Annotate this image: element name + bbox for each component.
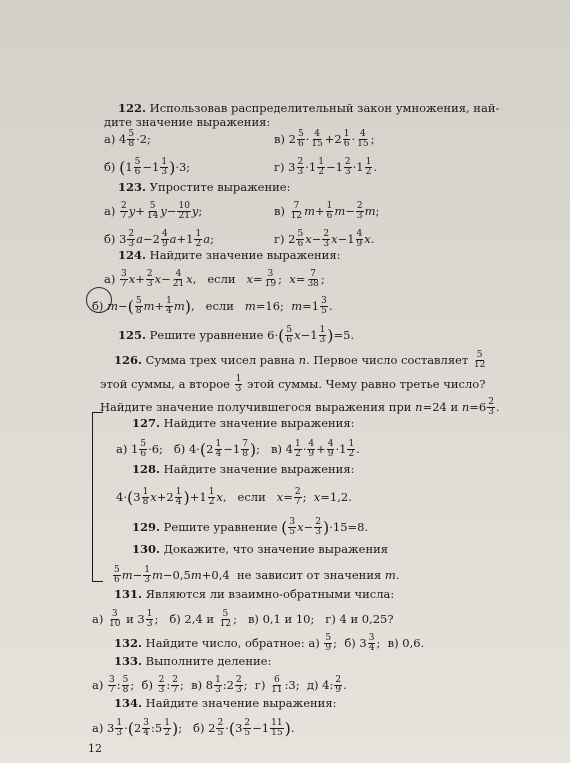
- problem-number: 132.: [114, 635, 143, 650]
- problem-number: 128.: [132, 462, 161, 476]
- problem-123-g: г) 2 $\frac{5}{6}$ x− $\frac{2}{3}$ x−1 $\frac{4}{9}$ x.: [274, 229, 375, 250]
- problem-number: 129.: [132, 519, 161, 534]
- problem-text: Найдите значение выражения:: [149, 248, 341, 262]
- problem-122-g: г) 3 $\frac{2}{3}$ ·1 $\frac{1}{2}$ −1 $\frac{2}{3}$ ·1 $\frac{1}{2}$ .: [274, 157, 378, 178]
- problem-number: 131.: [114, 587, 143, 601]
- problem-number: 126.: [114, 352, 143, 367]
- problem-text: дите значение выражения:: [104, 115, 271, 129]
- problem-122-heading-cont: [104, 117, 570, 129]
- grouping-bracket: [92, 412, 103, 582]
- problem-122-heading: [118, 103, 570, 115]
- problem-number: 124.: [118, 248, 147, 262]
- problem-text: Найдите значение выражения:: [163, 416, 355, 430]
- problem-134-items: а) 3 $\frac{1}{3}$ ·(2 $\frac{3}{4}$ :5 $\frac{1}{2}$ ); б) 2 $\frac{2}{5}$ ·(3 $\frac{2}{5}$ −1 $\frac{11}{15}$ ).: [92, 718, 295, 739]
- problem-123-v: в) $\frac{7}{12}$ m+ $\frac{1}{6}$ m− $\frac{2}{3}$ m;: [274, 201, 380, 222]
- problem-133-items: а) $\frac{3}{7}$ : $\frac{5}{8}$ ; б) $\frac{2}{3}$ : $\frac{2}{7}$ ; в) 8 $\frac{1}{3}$ :2 $\frac{2}{3}$ ; г) $\frac{6}{11}$ :3; д) 4: $\frac{2}{9}$ .: [92, 675, 347, 696]
- problem-number: 133.: [114, 654, 143, 668]
- problem-text: Упростите выражение:: [149, 180, 291, 194]
- problem-131-heading: [114, 589, 570, 601]
- problem-123-heading: [118, 182, 570, 194]
- problem-text: Являются ли взаимно-обратными числа:: [145, 587, 395, 601]
- problem-text: этой суммы. Чему равно третье число?: [247, 376, 486, 391]
- problem-133-heading: [114, 656, 570, 668]
- problem-number: 125.: [118, 327, 147, 342]
- problem-128-heading: [132, 464, 570, 476]
- if-word: если: [207, 271, 236, 286]
- problem-text: Найдите значение выражения:: [145, 696, 337, 710]
- problem-text: Найдите число, обратное:: [145, 635, 305, 650]
- problem-text: не зависит от значения: [237, 567, 382, 582]
- problem-text: . Первое число составляет: [306, 352, 469, 367]
- problem-text: Найдите значение выражения:: [163, 462, 355, 476]
- problem-text: Использовав распределительный закон умножения, най-: [149, 101, 500, 115]
- item-label: а): [104, 131, 116, 146]
- problem-126-line1: 126. Сумма трех чисел равна n. Первое число составляет $\frac{5}{12}$: [114, 350, 486, 371]
- problem-text: Выполните деление:: [145, 654, 272, 668]
- problem-122-a: а) 4 $\frac{5}{8}$ ·2;: [104, 129, 151, 150]
- problem-129: 129. Решите уравнение ( $\frac{3}{5}$ x− $\frac{2}{3}$ )·15=8.: [132, 517, 369, 538]
- problem-126-line3: Найдите значение получившегося выражения при n=24 и n=6 $\frac{2}{3}$ .: [100, 397, 500, 418]
- problem-124-heading: [118, 250, 570, 262]
- problem-number: 130.: [132, 542, 161, 556]
- problem-132: 132. Найдите число, обратное: а) $\frac{5}{9}$ ; б) 3 $\frac{3}{4}$ ; в) 0,6.: [114, 633, 425, 654]
- problem-127-items: а) 1 $\frac{5}{6}$ ·6; б) 4·(2 $\frac{1}{4}$ −1 $\frac{7}{8}$ ); в) 4 $\frac{1}{2}$ · $\frac{4}{9}$ + $\frac{4}{9}$ ·1 $\frac{1}{2}$ .: [116, 439, 360, 460]
- problem-text: Решите уравнение: [163, 519, 278, 534]
- problem-131-items: а) $\frac{3}{10}$ и 3 $\frac{1}{3}$ ; б) 2,4 и $\frac{5}{12}$ ; в) 0,1 и 10; г) 4 и 0,25?: [92, 609, 394, 630]
- problem-text: Найдите значение получившегося выражения при: [100, 399, 412, 414]
- item-label: б): [104, 159, 116, 174]
- page-number: 12: [88, 742, 102, 755]
- problem-124-b: б) m−( $\frac{5}{8}$ m+ $\frac{1}{4}$ m), если m=16; m=1 $\frac{3}{5}$ .: [92, 296, 333, 317]
- problem-number: 134.: [114, 696, 143, 710]
- problem-text: Докажите, что значение выражения: [163, 542, 389, 556]
- problem-text: Сумма трех чисел равна: [145, 352, 295, 367]
- problem-123-b: б) 3 $\frac{2}{3}$ a−2 $\frac{4}{9}$ a+1 $\frac{1}{2}$ a;: [104, 229, 214, 250]
- item-label: в): [274, 131, 285, 146]
- problem-128-expr: 4·(3 $\frac{1}{8}$ x+2 $\frac{1}{4}$ )+1 $\frac{1}{2}$ x, если x= $\frac{2}{7}$ ; x=1,2.: [116, 487, 352, 508]
- problem-127-heading: [132, 418, 570, 430]
- problem-126-line2: этой суммы, а второе $\frac{1}{3}$ этой суммы. Чему равно третье число?: [100, 374, 486, 395]
- problem-130-expr: $\frac{5}{6}$ m− $\frac{1}{3}$ m−0,5m+0,4 не зависит от значения m.: [114, 565, 400, 586]
- problem-122-v: в) 2 $\frac{5}{6}$ · $\frac{4}{15}$ +2 $\frac{1}{6}$ · $\frac{4}{15}$ ;: [274, 129, 375, 150]
- if-word: если: [237, 489, 266, 504]
- problem-124-a: а) $\frac{3}{7}$ x+ $\frac{2}{3}$ x− $\frac{4}{21}$ x, если x= $\frac{3}{19}$ ; x= $\frac{7}{38}$ ;: [104, 269, 325, 290]
- problem-130-heading: [132, 544, 570, 556]
- problem-text: Решите уравнение: [149, 327, 264, 342]
- problem-122-b: б) (1 $\frac{5}{6}$ −1 $\frac{1}{3}$ )·3;: [104, 157, 191, 178]
- problem-123-a: а) $\frac{2}{7}$ y+ $\frac{5}{14}$ y− $\frac{10}{21}$ y;: [104, 201, 203, 222]
- if-word: если: [205, 298, 234, 313]
- problem-125: 125. Решите уравнение 6·( $\frac{5}{6}$ x−1 $\frac{1}{3}$ )=5.: [118, 325, 355, 346]
- problem-number: 122.: [118, 101, 147, 115]
- problem-number: 127.: [132, 416, 161, 430]
- problem-134-heading: [114, 698, 570, 710]
- problem-text: этой суммы, а второе: [100, 376, 230, 391]
- problem-number: 123.: [118, 180, 147, 194]
- item-label: г): [274, 159, 285, 174]
